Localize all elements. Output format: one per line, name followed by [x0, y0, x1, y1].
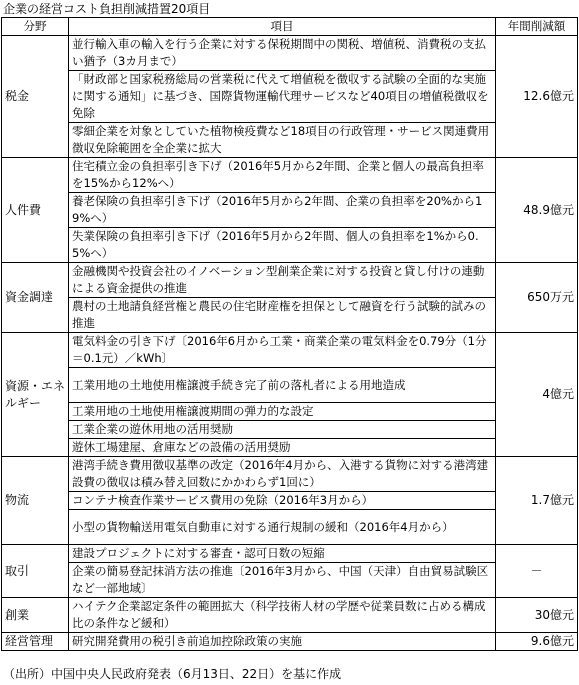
amount-cell: 48.9億元: [496, 158, 578, 263]
table-row: [2, 492, 578, 510]
item-cell: 小型の貨物輸送用電気自動車に対する通行規制の緩和（2016年4月から）: [69, 510, 496, 545]
table-row: [2, 228, 578, 263]
table-row: [2, 439, 578, 457]
table-row: [2, 403, 578, 421]
field-cell: 取引: [2, 545, 69, 598]
table-row: [2, 633, 578, 651]
table-row: [2, 545, 578, 563]
item-cell: 失業保険の負担率引き下げ（2016年5月から2年間、個人の負担率を1%から0.5%へ）: [69, 228, 496, 263]
field-cell: 経営管理: [2, 633, 69, 651]
item-cell: 電気料金の引き下げ〔2016年6月から工業・商業企業の電気料金を0.79分（1分＝0.1元）／kWh〕: [69, 333, 496, 368]
item-cell: 住宅積立金の負担率引き下げ（2016年5月から2年間、企業と個人の最高負担率を15%から12%へ）: [69, 158, 496, 193]
amount-cell: 9.6億元: [496, 633, 578, 651]
item-cell: 零細企業を対象としていた植物検疫費など18項目の行政管理・サービス関連費用徴収免除範囲を全企業に拡大: [69, 123, 496, 158]
item-cell: 農村の土地請負経営権と農民の住宅財産権を担保として融資を行う試験的試みの推進: [69, 298, 496, 333]
table-row: [2, 368, 578, 403]
field-cell: 人件費: [2, 158, 69, 263]
table-row: [2, 598, 578, 633]
item-cell: 並行輸入車の輸入を行う企業に対する保税期間中の関税、増値税、消費税の支払い猶予（3カ月まで）: [69, 36, 496, 71]
item-cell: 「財政部と国家税務総局の営業税に代えて増値税を徴収する試験の全面的な実施に関する通知」に基づき、国際貨物運輸代理サービスなど40項目の増値税徴収を免除: [69, 71, 496, 123]
table-row: [2, 457, 578, 492]
header-amount: 年間削減額: [496, 18, 578, 36]
field-cell: 資源・エネルギー: [2, 333, 69, 457]
table-row: [2, 298, 578, 333]
cost-reduction-table: [1, 17, 578, 651]
header-field: 分野: [2, 18, 69, 36]
amount-cell: 1.7億元: [496, 457, 578, 545]
item-cell: 養老保険の負担率引き下げ（2016年5月から2年間、企業の負担率を20%から19%へ）: [69, 193, 496, 228]
table-row: [2, 263, 578, 298]
amount-cell: 30億元: [496, 598, 578, 633]
table-row: [2, 563, 578, 598]
item-cell: 遊休工場建屋、倉庫などの設備の活用奨励: [69, 439, 496, 457]
item-cell: 金融機関や投資会社のイノベーション型創業企業に対する投資と貸し付けの連動による資金提供の推進: [69, 263, 496, 298]
field-cell: 物流: [2, 457, 69, 545]
amount-cell: 12.6億元: [496, 36, 578, 158]
table-row: [2, 71, 578, 123]
item-cell: 工業企業の遊休用地の活用奨励: [69, 421, 496, 439]
item-cell: 建設プロジェクトに対する審査・認可日数の短縮: [69, 545, 496, 563]
header-item: 項目: [69, 18, 496, 36]
item-cell: 港湾手続き費用徴収基準の改定（2016年4月から、入港する貨物に対する港湾建設費の徴収は積み替え回数にかかわらず1回に）: [69, 457, 496, 492]
item-cell: コンテナ検査作業サービス費用の免除（2016年3月から）: [69, 492, 496, 510]
field-cell: 創業: [2, 598, 69, 633]
field-cell: 資金調達: [2, 263, 69, 333]
amount-cell: 4億元: [496, 333, 578, 457]
item-cell: 工業用地の土地使用権譲渡手続き完了前の落札者による用地造成: [69, 368, 496, 403]
table-row: [2, 36, 578, 71]
table-row: [2, 333, 578, 368]
item-cell: 研究開発費用の税引き前追加控除政策の実施: [69, 633, 496, 651]
item-cell: ハイテク企業認定条件の範囲拡大（科学技術人材の学歴や従業員数に占める構成比の条件など緩和）: [69, 598, 496, 633]
table-row: [2, 510, 578, 545]
item-cell: 企業の簡易登記抹消方法の推進〔2016年3月から、中国（天津）自由貿易試験区など一部地域〕: [69, 563, 496, 598]
header-row: [2, 18, 578, 36]
table-row: [2, 193, 578, 228]
amount-cell: 650万元: [496, 263, 578, 333]
field-cell: 税金: [2, 36, 69, 158]
table-row: [2, 158, 578, 193]
source-note: （出所）中国中央人民政府発表（6月13日、22日）を基に作成: [3, 667, 342, 681]
table-row: [2, 421, 578, 439]
table-row: [2, 123, 578, 158]
table-title: 企業の経営コスト負担削減措置20項目: [3, 2, 211, 16]
item-cell: 工業用地の土地使用権譲渡期間の弾力的な設定: [69, 403, 496, 421]
amount-cell: －: [496, 545, 578, 598]
